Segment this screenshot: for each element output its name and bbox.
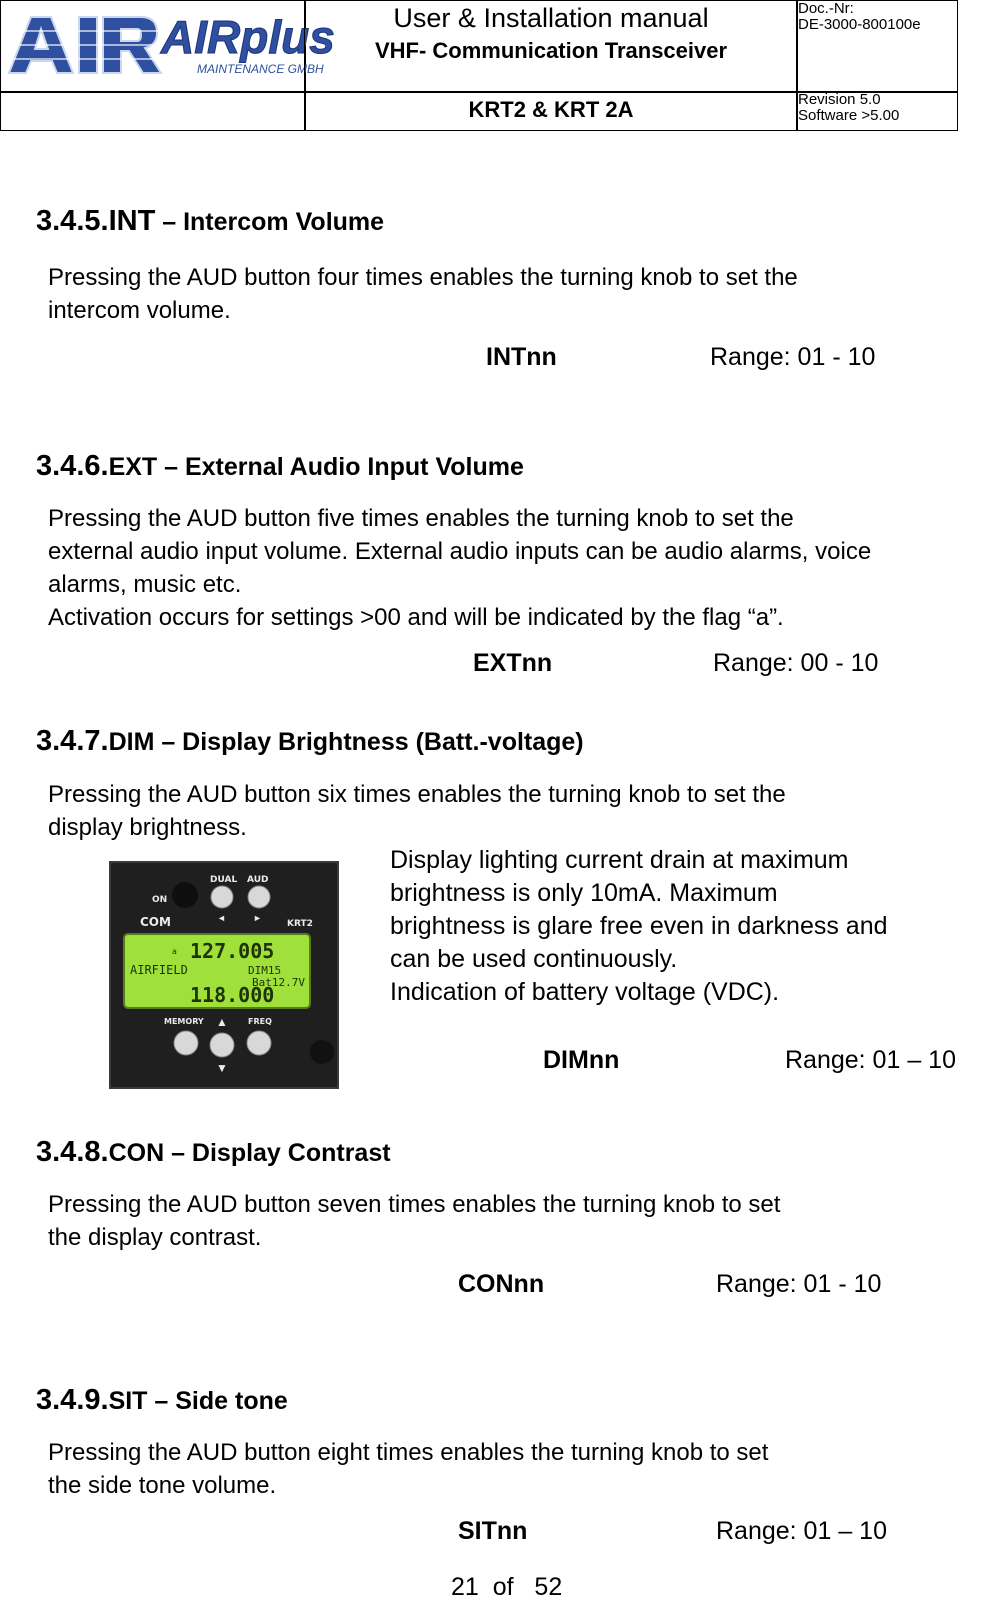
text-line: Pressing the AUD button eight times enables the turning knob to set: [48, 1439, 769, 1466]
setting-code-sit: SITnn: [458, 1517, 528, 1545]
section-title: DIM – Display Brightness (Batt.-voltage): [108, 728, 584, 756]
text-line: Pressing the AUD button four times enables the turning knob to set the: [48, 264, 798, 291]
revision: Revision 5.0: [798, 91, 881, 108]
section-heading-sit: [36, 1384, 288, 1417]
memory-button: [174, 1031, 198, 1055]
manual-title: User & Installation manual: [393, 3, 709, 33]
com-label: COM: [140, 915, 171, 929]
section-number: 3.4.6.: [36, 450, 109, 482]
arrow-up-icon: ▲: [216, 1015, 228, 1029]
text-line: intercom volume.: [48, 297, 231, 324]
section-number: 3.4.7.: [36, 725, 109, 757]
setting-code-dim: DIMnn: [543, 1046, 620, 1074]
text-line: brightness is only 10mA. Maximum: [390, 879, 778, 907]
range-int: Range: 01 - 10: [710, 343, 876, 371]
blank-cell: [0, 91, 306, 131]
text-line: Pressing the AUD button six times enables the turning knob to set the: [48, 781, 786, 808]
text-line: external audio input volume. External audio inputs can be audio alarms, voice: [48, 538, 872, 565]
lcd-dim: DIM15: [248, 964, 282, 977]
airplus-logo: [1, 1, 335, 89]
range-con: Range: 01 - 10: [716, 1270, 882, 1298]
mounting-screw: [310, 1040, 334, 1064]
logo-cell: [0, 0, 335, 93]
arrow-left-icon: ◄: [217, 913, 226, 923]
dual-button: [211, 886, 233, 908]
revision-cell: [796, 91, 958, 131]
text-line: alarms, music etc.: [48, 571, 242, 598]
setting-code-con: CONnn: [458, 1270, 545, 1298]
dim-description: [390, 844, 888, 1009]
range-sit: Range: 01 – 10: [716, 1517, 887, 1545]
software-version: Software >5.00: [798, 107, 900, 124]
current-page: 21: [451, 1573, 479, 1601]
text-line: the display contrast.: [48, 1224, 262, 1251]
section-heading-con: [36, 1136, 391, 1169]
page-number: [451, 1573, 562, 1602]
section-heading-ext: [36, 450, 524, 483]
section-title: SIT – Side tone: [108, 1387, 288, 1415]
arrow-down-icon: ▼: [216, 1061, 228, 1075]
text-line: brightness is glare free even in darkness and: [390, 912, 888, 940]
paragraph-sit: [48, 1436, 768, 1502]
lcd-station: AIRFIELD: [130, 963, 188, 977]
section-title: CON – Display Contrast: [108, 1139, 391, 1167]
aud-button: [248, 886, 270, 908]
freq-label: FREQ: [248, 1017, 272, 1026]
aud-label: AUD: [247, 875, 269, 885]
section-number: 3.4.8.: [36, 1136, 109, 1168]
text-line: Indication of battery voltage (VDC).: [390, 978, 780, 1006]
text-line: Pressing the AUD button five times enables the turning knob to set the: [48, 505, 794, 532]
model-name: KRT2 & KRT 2A: [468, 97, 634, 122]
memory-label: MEMORY: [164, 1017, 204, 1026]
text-line: display brightness.: [48, 814, 247, 841]
section-number: 3.4.9.: [36, 1384, 109, 1416]
on-label: ON: [152, 895, 168, 905]
paragraph-int: [48, 261, 798, 327]
section-title-rest: – Intercom Volume: [155, 208, 385, 236]
paragraph-dim: [48, 778, 786, 844]
text-line: Pressing the AUD button seven times enables the turning knob to set: [48, 1191, 781, 1218]
range-ext: Range: 00 - 10: [713, 649, 879, 677]
doc-number-cell: [796, 0, 958, 93]
lcd-active-frequency: 127.005: [190, 939, 275, 963]
doc-number: DE-3000-800100e: [798, 16, 921, 33]
page-of: of: [492, 1573, 514, 1601]
text-line: Display lighting current drain at maximum: [390, 846, 849, 874]
section-heading-int: [36, 205, 384, 238]
rotary-knob: [210, 1033, 234, 1057]
document-header: [0, 0, 958, 130]
setting-code-int: INTnn: [486, 343, 557, 371]
section-title: EXT – External Audio Input Volume: [108, 453, 524, 481]
paragraph-ext: [48, 502, 871, 634]
krt2-device-photo: [110, 862, 338, 1088]
paragraph-con: [48, 1188, 780, 1254]
arrow-right-icon: ►: [253, 913, 262, 923]
freq-button: [247, 1031, 271, 1055]
dual-label: DUAL: [210, 875, 238, 885]
title-cell: [304, 0, 798, 93]
doc-label: Doc.-Nr:: [798, 0, 854, 17]
lcd-battery: Bat12.7V: [252, 976, 305, 989]
text-line: the side tone volume.: [48, 1472, 277, 1499]
logo-wordmark: AIRplus: [161, 11, 335, 63]
range-dim: Range: 01 – 10: [785, 1046, 956, 1074]
model-cell: [304, 91, 798, 131]
lcd-flag: a: [172, 947, 177, 956]
section-heading-dim: [36, 725, 584, 758]
lcd-standby-frequency: 118.000: [190, 983, 275, 1007]
text-line: Activation occurs for settings >00 and will be indicated by the flag “a”.: [48, 604, 784, 631]
model-label: KRT2: [287, 919, 313, 929]
manual-subtitle: VHF- Communication Transceiver: [374, 38, 728, 63]
total-pages: 52: [534, 1573, 563, 1601]
text-line: can be used continuously.: [390, 945, 678, 973]
setting-code-ext: EXTnn: [473, 649, 553, 677]
logo-subtitle: MAINTENANCE GMBH: [197, 62, 324, 76]
on-button: [172, 882, 198, 908]
section-code: INT: [108, 205, 156, 237]
section-number: 3.4.5.: [36, 205, 109, 237]
